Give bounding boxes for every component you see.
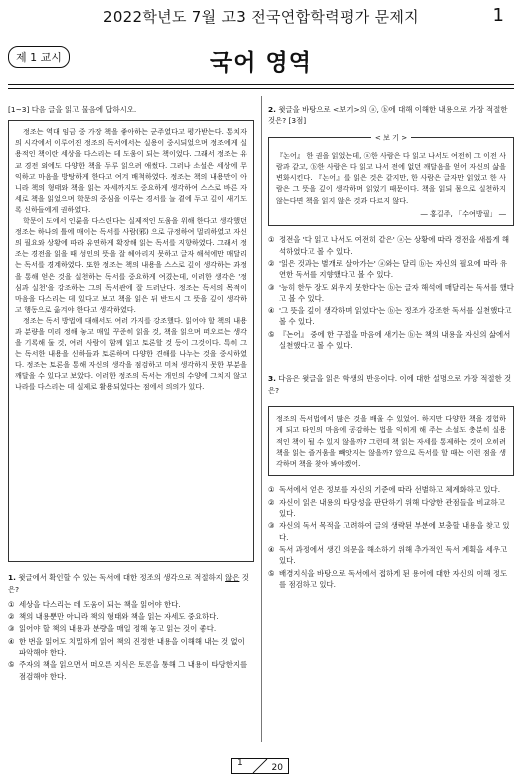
question-emphasis: 않은 bbox=[225, 573, 240, 583]
question-text: 윗글에서 확인할 수 있는 독서에 대한 정조의 생각으로 적절하지 bbox=[18, 573, 223, 583]
choice-text: '읽은 것과는 별개로 살아가는' ⓐ와는 달리 ⓑ는 자신의 필요에 따라 유연한 독서를 지향했다고 볼 수 있다. bbox=[279, 258, 507, 280]
reading-passage bbox=[8, 120, 254, 562]
choice-text: 주자의 책을 읽으면서 떠오른 지식은 토론을 통해 그 내용이 타당한지를 점검해야 한다. bbox=[19, 660, 248, 681]
answer-choice[interactable] bbox=[268, 329, 514, 352]
exam-title: 2022학년도 7월 고3 전국연합학력평가 문제지 bbox=[103, 8, 419, 26]
choice-mark: ④ bbox=[268, 306, 275, 316]
question-number: 1. bbox=[8, 573, 16, 583]
choice-mark: ③ bbox=[268, 521, 275, 531]
choice-text: 독서에서 얻은 정보를 자신의 기준에 따라 선별하고 체계화하고 있다. bbox=[279, 485, 501, 495]
choice-mark: ① bbox=[8, 599, 15, 609]
answer-choice[interactable] bbox=[268, 234, 514, 257]
page-number: 1 bbox=[492, 5, 504, 26]
choice-text: 자신이 읽은 내용의 타당성을 판단하기 위해 다양한 관점들을 비교하고 있다. bbox=[279, 497, 505, 519]
bogi-source: ― 홍길주, 「수여방필」 ― bbox=[420, 209, 506, 219]
choice-text: '그 뜻을 깊이 생각하며 읽었다'는 ⓑ는 정조가 강조한 독서를 실천했다고 볼 수 있다. bbox=[279, 306, 512, 327]
left-column bbox=[8, 104, 254, 683]
question-1 bbox=[8, 572, 254, 682]
answer-choice[interactable] bbox=[8, 636, 254, 659]
answer-choice[interactable] bbox=[268, 305, 514, 328]
column-divider bbox=[261, 96, 262, 742]
header-rule bbox=[8, 84, 514, 85]
choice-mark: ⑤ bbox=[8, 660, 15, 670]
question-text: 다음은 윗글을 읽은 학생의 반응이다. 이에 대한 설명으로 가장 적절한 것은? bbox=[268, 374, 512, 395]
choice-mark: ② bbox=[8, 612, 15, 622]
question-text-end: 것은? bbox=[8, 573, 249, 594]
current-page: 1 bbox=[237, 758, 243, 768]
answer-choice[interactable] bbox=[268, 497, 514, 520]
choice-text: 『논어』 중에 한 구절을 마음에 새기는 ⓑ는 책의 내용을 자신의 삶에서 실천했다고 볼 수 있다. bbox=[279, 329, 511, 351]
choice-text: 자신의 독서 목적을 고려하여 글의 생략된 부분에 보충할 내용을 찾고 있다. bbox=[279, 521, 510, 542]
question-3 bbox=[268, 373, 514, 590]
question-text: 윗글을 바탕으로 <보기>의 ⓐ, ⓑ에 대해 이해한 내용으로 가장 적절한 것은? [3점] bbox=[268, 105, 508, 126]
answer-choice[interactable] bbox=[8, 599, 254, 610]
answer-choice[interactable] bbox=[268, 258, 514, 281]
choice-mark: ③ bbox=[268, 282, 275, 292]
answer-choice[interactable] bbox=[268, 568, 514, 591]
answer-choice[interactable] bbox=[268, 544, 514, 567]
page-indicator bbox=[231, 758, 289, 774]
bogi-label bbox=[269, 132, 513, 143]
session-label: 제 1 교시 bbox=[8, 46, 70, 68]
student-response-box bbox=[268, 406, 514, 476]
question-1-stem bbox=[8, 572, 254, 595]
choice-text: 배경지식을 바탕으로 독서에서 접하게 된 용어에 대한 자신의 이해 정도를 점검하고 있다. bbox=[279, 568, 508, 589]
bogi-box bbox=[268, 132, 514, 227]
choice-mark: ④ bbox=[8, 636, 15, 646]
answer-choice[interactable] bbox=[8, 611, 254, 622]
question-number: 2. bbox=[268, 105, 276, 114]
answer-choice[interactable] bbox=[8, 659, 254, 682]
subject-title: 국어 영역 bbox=[210, 50, 312, 76]
total-pages: 20 bbox=[271, 763, 283, 773]
choice-text: 읽어야 할 책의 내용과 분량을 매일 정해 놓고 읽는 것이 좋다. bbox=[19, 624, 217, 634]
choice-text: 세상을 다스리는 데 도움이 되는 책을 읽어야 한다. bbox=[19, 599, 181, 609]
choice-mark: ③ bbox=[8, 624, 15, 634]
choice-mark: ① bbox=[268, 485, 275, 495]
choice-text: 책의 내용뿐만 아니라 책의 형태와 책을 읽는 자세도 중요하다. bbox=[19, 612, 219, 622]
choice-mark: ④ bbox=[268, 544, 275, 554]
choice-text: 정전을 '다 읽고 나서도 여전히 같은' ⓐ는 상황에 따라 경전을 새롭게 해석하였다고 볼 수 있다. bbox=[279, 235, 510, 256]
choice-mark: ② bbox=[268, 497, 275, 507]
answer-choice[interactable] bbox=[268, 282, 514, 305]
question-2 bbox=[268, 104, 514, 351]
choice-mark: ⑤ bbox=[268, 568, 275, 578]
bogi-label-text: < 보 기 > bbox=[371, 133, 411, 142]
choice-text: '능히 한두 장도 외우지 못한다'는 ⓑ는 글자 해석에 매달리는 독서를 했다고 볼 수 있다. bbox=[279, 282, 514, 303]
choice-mark: ① bbox=[268, 235, 275, 245]
question-3-stem bbox=[268, 373, 514, 396]
header-rule-thin bbox=[8, 88, 514, 89]
passage-paragraph: 학문이 도에서 인륜을 다스린다는 실제적인 도움을 위해 한다고 생각했던 정조는 하나의 틀에 매이는 독서를 사람(邪) 으로 규정하여 멀리하였고 자신의 필요와 상황에 따라 유연하게 확장해 읽는 독서를 지향하였다. 그래서 정조는 경전을 읽을 때 성인의 뜻을 잘 헤아리지 못하고 글자 해석에만 매달리는 독서를 경계하였다. 또한 정조는 책의 내용을 스스로 깊이 생각하는 과정을 통해 얻은 것을 실천하는 독서를 중요하게 여겼는데, 이러한 생각은 '정심과 실천'을 강조하는 그의 독서관에 잘 드러난다. 정조는 독서의 목적이 마음을 다스리는 데 있다고 보고 책을 읽은 뒤 반드시 그 뜻을 깊이 생각하고 행동으로 옮겨야 한다고 생각하였다. bbox=[15, 216, 247, 314]
question-2-stem bbox=[268, 104, 514, 127]
passage-paragraph: 정조는 독서 방법에 대해서도 여러 가지를 강조했다. 읽어야 할 책의 내용과 분량을 미리 정해 놓고 매일 꾸준히 읽을 것, 책을 읽으며 떠오르는 생각을 기록해 둘 것, 여러 사람이 함께 읽고 토론할 것 등이 그것이다. 특히 그는 독서한 내용을 신하들과 토론하며 다양한 견해를 나누는 것을 중시하였다. 정조는 토론을 통해 자신의 생각을 점검하고 미처 생각하지 못한 부분을 깨달을 수 있다고 보았다. 이러한 정조의 독서는 개인의 수양에 그치지 않고 나라를 다스리는 데 실제로 활용되었다는 점에서 의의가 있다. bbox=[15, 315, 247, 392]
answer-choice[interactable] bbox=[268, 484, 514, 495]
answer-choice[interactable] bbox=[8, 623, 254, 634]
choice-mark: ② bbox=[268, 258, 275, 268]
answer-choice[interactable] bbox=[268, 520, 514, 543]
passage-paragraph: 정조는 역대 임금 중 가장 책을 좋아하는 군주였다고 평가받는다. 통치자의 시각에서 이루어진 정조의 독서에서는 실용이 중시되었으며 정조에게 실용적인 책이란 세상을 다스리는 데 도움이 되는 책이었다. 그래서 정조는 유교 경전 외에도 다양한 책을 두루 읽으려 애썼다. 그러나 소설은 세상에 무익하고 마음을 방탕하게 한다고 여겨 배척하였다. 정조는 책의 내용만이 아니라 책의 형태와 책을 읽는 자세까지도 중요하게 생각하여 스스로 바른 자세로 책을 읽었으며 학문의 중심을 이루는 경서를 늘 곁에 두고 깊이 새기도록 신하들에게 권하였다. bbox=[15, 127, 247, 214]
question-number: 3. bbox=[268, 374, 276, 384]
choice-mark: ⑤ bbox=[268, 329, 275, 339]
bogi-text: 『논어』 한 권을 읽었는데, ⓐ한 사람은 다 읽고 나서도 여전히 그 이전 사람과 같고, ⓑ한 사람은 다 읽고 나서 전에 없던 깨달음을 얻어 자신의 삶을 변화시킨다. 『논어』를 읽은 것은 같지만, 한 사람은 글자만 읽었고 한 사람은 그 뜻을 깊이 생각하며 읽었기 때문이다. 책을 읽되 몸으로 실천하지 않는다면 책을 읽지 않은 것과 다르지 않다. bbox=[276, 150, 506, 205]
choice-text: 독서 과정에서 생긴 의문을 해소하기 위해 추가적인 독서 계획을 세우고 있다. bbox=[279, 544, 508, 566]
right-column bbox=[268, 104, 514, 591]
passage-instructions: [1~3] 다음 글을 읽고 물음에 답하시오. bbox=[8, 105, 137, 114]
student-response-text: 정조의 독서법에서 많은 것을 배울 수 있었어. 하지만 다양한 책을 경험하게 되고 타인의 마음에 공감하는 법을 익히게 해 주는 소설도 충분히 실용적인 책이 될 수 있지 않을까? 그런데 책 읽는 자세를 통제하는 것이 오히려 책을 읽는 즐거움을 빼앗지는 않을까? 앞으로 독서를 할 때는 이런 점을 생각하며 책을 찾아 봐야겠어. bbox=[276, 413, 506, 469]
choice-text: 한 번을 읽어도 치밀하게 읽어 책의 진정한 내용을 이해해 내는 것 없이 파악해야 한다. bbox=[19, 636, 245, 658]
